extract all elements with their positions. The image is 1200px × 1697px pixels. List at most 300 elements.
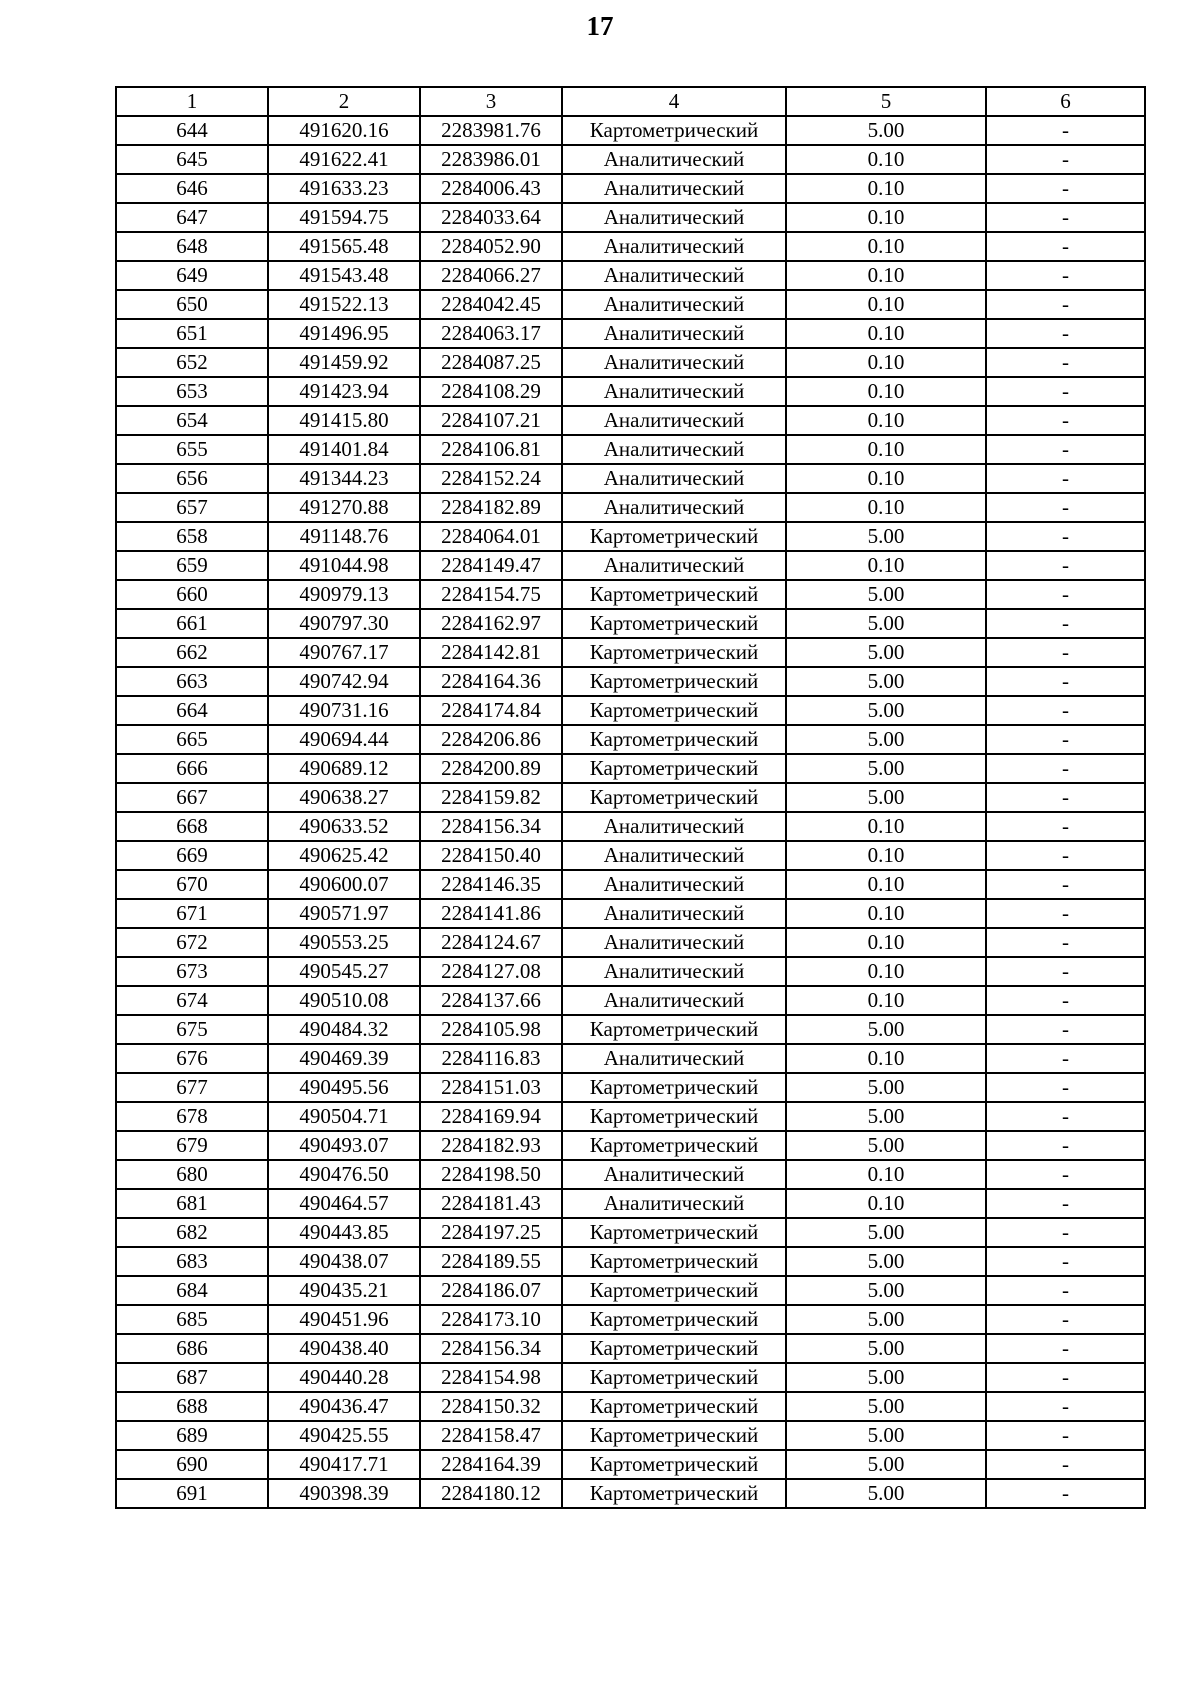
accuracy-cell: 0.10 [786, 145, 986, 174]
accuracy-cell: 0.10 [786, 841, 986, 870]
method-cell: Аналитический [562, 348, 786, 377]
y-coordinate-cell: 2284156.34 [420, 1334, 562, 1363]
x-coordinate-cell: 491496.95 [268, 319, 420, 348]
x-coordinate-cell: 490436.47 [268, 1392, 420, 1421]
y-coordinate-cell: 2284052.90 [420, 232, 562, 261]
method-cell: Картометрический [562, 1102, 786, 1131]
x-coordinate-cell: 490417.71 [268, 1450, 420, 1479]
method-cell: Аналитический [562, 1044, 786, 1073]
point-number-cell: 677 [116, 1073, 268, 1102]
description-cell: - [986, 464, 1145, 493]
x-coordinate-cell: 491622.41 [268, 145, 420, 174]
description-cell: - [986, 667, 1145, 696]
table-row [116, 1015, 1145, 1044]
point-number-cell: 658 [116, 522, 268, 551]
accuracy-cell: 5.00 [786, 1363, 986, 1392]
y-coordinate-cell: 2284146.35 [420, 870, 562, 899]
method-cell: Картометрический [562, 1305, 786, 1334]
y-coordinate-cell: 2284124.67 [420, 928, 562, 957]
accuracy-cell: 0.10 [786, 870, 986, 899]
method-cell: Картометрический [562, 696, 786, 725]
x-coordinate-cell: 490443.85 [268, 1218, 420, 1247]
accuracy-cell: 5.00 [786, 1421, 986, 1450]
method-cell: Аналитический [562, 812, 786, 841]
y-coordinate-cell: 2283986.01 [420, 145, 562, 174]
description-cell: - [986, 290, 1145, 319]
table-row [116, 899, 1145, 928]
y-coordinate-cell: 2284198.50 [420, 1160, 562, 1189]
point-number-cell: 656 [116, 464, 268, 493]
y-coordinate-cell: 2284169.94 [420, 1102, 562, 1131]
method-cell: Картометрический [562, 667, 786, 696]
description-cell: - [986, 899, 1145, 928]
table-row [116, 551, 1145, 580]
description-cell: - [986, 870, 1145, 899]
point-number-cell: 650 [116, 290, 268, 319]
y-coordinate-cell: 2284173.10 [420, 1305, 562, 1334]
accuracy-cell: 0.10 [786, 290, 986, 319]
y-coordinate-cell: 2284150.40 [420, 841, 562, 870]
method-cell: Аналитический [562, 377, 786, 406]
accuracy-cell: 5.00 [786, 609, 986, 638]
y-coordinate-cell: 2284087.25 [420, 348, 562, 377]
y-coordinate-cell: 2284164.36 [420, 667, 562, 696]
accuracy-cell: 0.10 [786, 464, 986, 493]
table-row [116, 1044, 1145, 1073]
point-number-cell: 655 [116, 435, 268, 464]
table-row [116, 319, 1145, 348]
accuracy-cell: 0.10 [786, 232, 986, 261]
method-cell: Картометрический [562, 1421, 786, 1450]
point-number-cell: 671 [116, 899, 268, 928]
table-row [116, 841, 1145, 870]
column-header-2: 2 [268, 87, 420, 116]
point-number-cell: 667 [116, 783, 268, 812]
description-cell: - [986, 261, 1145, 290]
x-coordinate-cell: 491423.94 [268, 377, 420, 406]
table-row [116, 261, 1145, 290]
table-row [116, 1073, 1145, 1102]
accuracy-cell: 0.10 [786, 174, 986, 203]
table-row [116, 870, 1145, 899]
method-cell: Аналитический [562, 899, 786, 928]
x-coordinate-cell: 490625.42 [268, 841, 420, 870]
table-row [116, 638, 1145, 667]
method-cell: Аналитический [562, 870, 786, 899]
accuracy-cell: 0.10 [786, 435, 986, 464]
x-coordinate-cell: 491401.84 [268, 435, 420, 464]
table-row [116, 1421, 1145, 1450]
point-number-cell: 648 [116, 232, 268, 261]
point-number-cell: 670 [116, 870, 268, 899]
y-coordinate-cell: 2284116.83 [420, 1044, 562, 1073]
table-row [116, 290, 1145, 319]
description-cell: - [986, 841, 1145, 870]
table-row [116, 1218, 1145, 1247]
description-cell: - [986, 580, 1145, 609]
method-cell: Картометрический [562, 1015, 786, 1044]
y-coordinate-cell: 2284158.47 [420, 1421, 562, 1450]
method-cell: Картометрический [562, 1450, 786, 1479]
accuracy-cell: 5.00 [786, 1450, 986, 1479]
method-cell: Аналитический [562, 261, 786, 290]
page-number: 17 [586, 11, 614, 41]
description-cell: - [986, 1305, 1145, 1334]
y-coordinate-cell: 2284127.08 [420, 957, 562, 986]
point-number-cell: 663 [116, 667, 268, 696]
method-cell: Аналитический [562, 232, 786, 261]
x-coordinate-cell: 491415.80 [268, 406, 420, 435]
table-row [116, 1479, 1145, 1508]
point-number-cell: 684 [116, 1276, 268, 1305]
point-number-cell: 647 [116, 203, 268, 232]
table-row [116, 493, 1145, 522]
table-row [116, 1102, 1145, 1131]
x-coordinate-cell: 491620.16 [268, 116, 420, 145]
y-coordinate-cell: 2284042.45 [420, 290, 562, 319]
table-row [116, 667, 1145, 696]
x-coordinate-cell: 491543.48 [268, 261, 420, 290]
accuracy-cell: 5.00 [786, 522, 986, 551]
x-coordinate-cell: 490797.30 [268, 609, 420, 638]
accuracy-cell: 0.10 [786, 1044, 986, 1073]
accuracy-cell: 0.10 [786, 551, 986, 580]
description-cell: - [986, 1218, 1145, 1247]
accuracy-cell: 5.00 [786, 696, 986, 725]
y-coordinate-cell: 2284106.81 [420, 435, 562, 464]
point-number-cell: 678 [116, 1102, 268, 1131]
x-coordinate-cell: 490438.07 [268, 1247, 420, 1276]
description-cell: - [986, 986, 1145, 1015]
x-coordinate-cell: 490600.07 [268, 870, 420, 899]
method-cell: Аналитический [562, 464, 786, 493]
y-coordinate-cell: 2284152.24 [420, 464, 562, 493]
accuracy-cell: 0.10 [786, 957, 986, 986]
point-number-cell: 654 [116, 406, 268, 435]
x-coordinate-cell: 490495.56 [268, 1073, 420, 1102]
accuracy-cell: 5.00 [786, 1131, 986, 1160]
table-row [116, 1450, 1145, 1479]
method-cell: Картометрический [562, 1218, 786, 1247]
y-coordinate-cell: 2284006.43 [420, 174, 562, 203]
x-coordinate-cell: 490694.44 [268, 725, 420, 754]
y-coordinate-cell: 2284066.27 [420, 261, 562, 290]
point-number-cell: 687 [116, 1363, 268, 1392]
table-row [116, 783, 1145, 812]
point-number-cell: 657 [116, 493, 268, 522]
y-coordinate-cell: 2284197.25 [420, 1218, 562, 1247]
accuracy-cell: 0.10 [786, 319, 986, 348]
coordinates-table [115, 86, 1146, 1509]
table-row [116, 232, 1145, 261]
accuracy-cell: 5.00 [786, 1015, 986, 1044]
accuracy-cell: 0.10 [786, 928, 986, 957]
method-cell: Картометрический [562, 1334, 786, 1363]
description-cell: - [986, 1015, 1145, 1044]
table-row [116, 464, 1145, 493]
method-cell: Картометрический [562, 1247, 786, 1276]
y-coordinate-cell: 2284181.43 [420, 1189, 562, 1218]
method-cell: Аналитический [562, 435, 786, 464]
accuracy-cell: 5.00 [786, 725, 986, 754]
table-row [116, 1392, 1145, 1421]
accuracy-cell: 5.00 [786, 580, 986, 609]
description-cell: - [986, 1247, 1145, 1276]
point-number-cell: 674 [116, 986, 268, 1015]
column-header-3: 3 [420, 87, 562, 116]
method-cell: Аналитический [562, 145, 786, 174]
x-coordinate-cell: 490689.12 [268, 754, 420, 783]
method-cell: Аналитический [562, 1189, 786, 1218]
x-coordinate-cell: 490742.94 [268, 667, 420, 696]
y-coordinate-cell: 2284142.81 [420, 638, 562, 667]
y-coordinate-cell: 2284182.93 [420, 1131, 562, 1160]
point-number-cell: 662 [116, 638, 268, 667]
description-cell: - [986, 522, 1145, 551]
accuracy-cell: 0.10 [786, 348, 986, 377]
y-coordinate-cell: 2284189.55 [420, 1247, 562, 1276]
description-cell: - [986, 1334, 1145, 1363]
point-number-cell: 672 [116, 928, 268, 957]
description-cell: - [986, 638, 1145, 667]
accuracy-cell: 0.10 [786, 377, 986, 406]
x-coordinate-cell: 490469.39 [268, 1044, 420, 1073]
method-cell: Аналитический [562, 203, 786, 232]
accuracy-cell: 5.00 [786, 1392, 986, 1421]
table-row [116, 203, 1145, 232]
point-number-cell: 664 [116, 696, 268, 725]
point-number-cell: 651 [116, 319, 268, 348]
y-coordinate-cell: 2284064.01 [420, 522, 562, 551]
x-coordinate-cell: 490484.32 [268, 1015, 420, 1044]
accuracy-cell: 5.00 [786, 638, 986, 667]
x-coordinate-cell: 490979.13 [268, 580, 420, 609]
method-cell: Картометрический [562, 1363, 786, 1392]
y-coordinate-cell: 2284206.86 [420, 725, 562, 754]
table-row [116, 725, 1145, 754]
x-coordinate-cell: 490425.55 [268, 1421, 420, 1450]
description-cell: - [986, 1102, 1145, 1131]
x-coordinate-cell: 490504.71 [268, 1102, 420, 1131]
table-row [116, 1276, 1145, 1305]
y-coordinate-cell: 2284200.89 [420, 754, 562, 783]
table-row [116, 116, 1145, 145]
description-cell: - [986, 1044, 1145, 1073]
point-number-cell: 646 [116, 174, 268, 203]
table-row [116, 812, 1145, 841]
point-number-cell: 661 [116, 609, 268, 638]
description-cell: - [986, 116, 1145, 145]
method-cell: Картометрический [562, 522, 786, 551]
description-cell: - [986, 1421, 1145, 1450]
table-row [116, 1247, 1145, 1276]
accuracy-cell: 0.10 [786, 493, 986, 522]
point-number-cell: 691 [116, 1479, 268, 1508]
x-coordinate-cell: 491459.92 [268, 348, 420, 377]
accuracy-cell: 5.00 [786, 1102, 986, 1131]
table-row [116, 406, 1145, 435]
y-coordinate-cell: 2284150.32 [420, 1392, 562, 1421]
accuracy-cell: 5.00 [786, 1479, 986, 1508]
description-cell: - [986, 812, 1145, 841]
point-number-cell: 666 [116, 754, 268, 783]
table-header-row [116, 87, 1145, 116]
table-row [116, 1363, 1145, 1392]
description-cell: - [986, 1450, 1145, 1479]
table-row [116, 696, 1145, 725]
x-coordinate-cell: 491633.23 [268, 174, 420, 203]
table-row [116, 522, 1145, 551]
point-number-cell: 660 [116, 580, 268, 609]
accuracy-cell: 5.00 [786, 754, 986, 783]
x-coordinate-cell: 490545.27 [268, 957, 420, 986]
method-cell: Аналитический [562, 319, 786, 348]
description-cell: - [986, 754, 1145, 783]
description-cell: - [986, 957, 1145, 986]
x-coordinate-cell: 490451.96 [268, 1305, 420, 1334]
x-coordinate-cell: 490553.25 [268, 928, 420, 957]
accuracy-cell: 5.00 [786, 1276, 986, 1305]
point-number-cell: 675 [116, 1015, 268, 1044]
x-coordinate-cell: 490438.40 [268, 1334, 420, 1363]
method-cell: Картометрический [562, 1276, 786, 1305]
table-row [116, 348, 1145, 377]
y-coordinate-cell: 2284033.64 [420, 203, 562, 232]
description-cell: - [986, 1073, 1145, 1102]
point-number-cell: 676 [116, 1044, 268, 1073]
table-row [116, 580, 1145, 609]
method-cell: Аналитический [562, 957, 786, 986]
point-number-cell: 659 [116, 551, 268, 580]
x-coordinate-cell: 491270.88 [268, 493, 420, 522]
method-cell: Аналитический [562, 406, 786, 435]
x-coordinate-cell: 490464.57 [268, 1189, 420, 1218]
accuracy-cell: 0.10 [786, 406, 986, 435]
description-cell: - [986, 1479, 1145, 1508]
method-cell: Аналитический [562, 551, 786, 580]
accuracy-cell: 5.00 [786, 116, 986, 145]
x-coordinate-cell: 490767.17 [268, 638, 420, 667]
point-number-cell: 669 [116, 841, 268, 870]
description-cell: - [986, 203, 1145, 232]
x-coordinate-cell: 491044.98 [268, 551, 420, 580]
accuracy-cell: 5.00 [786, 783, 986, 812]
column-header-4: 4 [562, 87, 786, 116]
point-number-cell: 686 [116, 1334, 268, 1363]
table-row [116, 957, 1145, 986]
description-cell: - [986, 1363, 1145, 1392]
method-cell: Аналитический [562, 841, 786, 870]
table-row [116, 174, 1145, 203]
point-number-cell: 652 [116, 348, 268, 377]
method-cell: Аналитический [562, 928, 786, 957]
description-cell: - [986, 493, 1145, 522]
y-coordinate-cell: 2284164.39 [420, 1450, 562, 1479]
table-row [116, 145, 1145, 174]
method-cell: Аналитический [562, 174, 786, 203]
accuracy-cell: 0.10 [786, 899, 986, 928]
table-row [116, 1131, 1145, 1160]
x-coordinate-cell: 490510.08 [268, 986, 420, 1015]
point-number-cell: 689 [116, 1421, 268, 1450]
point-number-cell: 649 [116, 261, 268, 290]
point-number-cell: 683 [116, 1247, 268, 1276]
column-header-6: 6 [986, 87, 1145, 116]
table-row [116, 377, 1145, 406]
accuracy-cell: 5.00 [786, 1247, 986, 1276]
method-cell: Аналитический [562, 493, 786, 522]
accuracy-cell: 0.10 [786, 812, 986, 841]
table-row [116, 986, 1145, 1015]
method-cell: Картометрический [562, 638, 786, 667]
method-cell: Картометрический [562, 725, 786, 754]
accuracy-cell: 5.00 [786, 1073, 986, 1102]
point-number-cell: 668 [116, 812, 268, 841]
x-coordinate-cell: 490571.97 [268, 899, 420, 928]
table-row [116, 754, 1145, 783]
table-row [116, 435, 1145, 464]
description-cell: - [986, 1276, 1145, 1305]
description-cell: - [986, 928, 1145, 957]
method-cell: Аналитический [562, 986, 786, 1015]
accuracy-cell: 0.10 [786, 986, 986, 1015]
y-coordinate-cell: 2284107.21 [420, 406, 562, 435]
method-cell: Картометрический [562, 580, 786, 609]
point-number-cell: 653 [116, 377, 268, 406]
x-coordinate-cell: 490633.52 [268, 812, 420, 841]
x-coordinate-cell: 490638.27 [268, 783, 420, 812]
accuracy-cell: 0.10 [786, 1160, 986, 1189]
accuracy-cell: 5.00 [786, 1218, 986, 1247]
table-row [116, 609, 1145, 638]
point-number-cell: 685 [116, 1305, 268, 1334]
method-cell: Аналитический [562, 1160, 786, 1189]
point-number-cell: 645 [116, 145, 268, 174]
y-coordinate-cell: 2284162.97 [420, 609, 562, 638]
point-number-cell: 681 [116, 1189, 268, 1218]
point-number-cell: 679 [116, 1131, 268, 1160]
x-coordinate-cell: 491522.13 [268, 290, 420, 319]
description-cell: - [986, 551, 1145, 580]
method-cell: Картометрический [562, 783, 786, 812]
description-cell: - [986, 1160, 1145, 1189]
description-cell: - [986, 232, 1145, 261]
y-coordinate-cell: 2284105.98 [420, 1015, 562, 1044]
method-cell: Картометрический [562, 609, 786, 638]
description-cell: - [986, 435, 1145, 464]
x-coordinate-cell: 490398.39 [268, 1479, 420, 1508]
y-coordinate-cell: 2284180.12 [420, 1479, 562, 1508]
description-cell: - [986, 725, 1145, 754]
y-coordinate-cell: 2284063.17 [420, 319, 562, 348]
x-coordinate-cell: 491344.23 [268, 464, 420, 493]
description-cell: - [986, 406, 1145, 435]
y-coordinate-cell: 2284186.07 [420, 1276, 562, 1305]
point-number-cell: 665 [116, 725, 268, 754]
description-cell: - [986, 1131, 1145, 1160]
x-coordinate-cell: 490435.21 [268, 1276, 420, 1305]
x-coordinate-cell: 490476.50 [268, 1160, 420, 1189]
accuracy-cell: 5.00 [786, 667, 986, 696]
point-number-cell: 688 [116, 1392, 268, 1421]
accuracy-cell: 5.00 [786, 1305, 986, 1334]
description-cell: - [986, 348, 1145, 377]
description-cell: - [986, 609, 1145, 638]
y-coordinate-cell: 2284159.82 [420, 783, 562, 812]
y-coordinate-cell: 2284154.75 [420, 580, 562, 609]
y-coordinate-cell: 2284174.84 [420, 696, 562, 725]
method-cell: Картометрический [562, 116, 786, 145]
